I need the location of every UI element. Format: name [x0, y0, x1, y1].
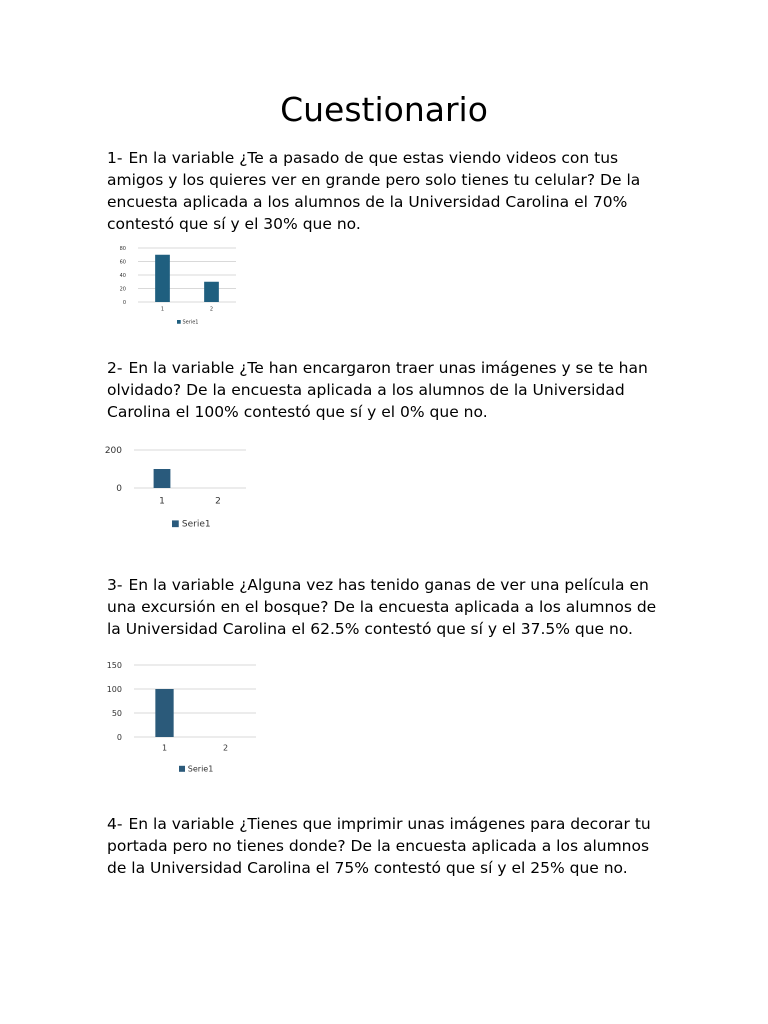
legend-swatch — [172, 520, 179, 527]
y-tick-label: 20 — [119, 286, 126, 293]
legend-label: Serie1 — [181, 519, 211, 530]
bar-chart-2 — [104, 440, 254, 540]
question-text: En la variable ¿Te han encargaron traer unas imágenes y se te han olvidado? De la encuesta aplicada a los alumnos de la Universidad Carolina el 100% contestó que sí y el 0% que no. — [107, 359, 648, 421]
x-tick-label: 1 — [159, 496, 165, 507]
bar — [154, 469, 171, 488]
question-text: En la variable ¿Tienes que imprimir unas imágenes para decorar tu portada pero no tienes donde? De la encuesta aplicada a los alumnos de la Universidad Carolina el 75% contestó que sí y el 25% que no. — [107, 815, 651, 877]
bar-chart-1 — [108, 240, 244, 330]
y-tick-label: 100 — [106, 684, 122, 694]
x-tick-label: 2 — [222, 743, 229, 753]
bar — [204, 282, 219, 302]
question-text: En la variable ¿Alguna vez has tenido ganas de ver una película en una excursión en el bosque? De la encuesta aplicada a los alumnos de la Universidad Carolina el 62.5% contestó que sí y el 37.5% que no. — [107, 576, 657, 638]
y-tick-label: 0 — [116, 732, 122, 742]
question-4 — [107, 813, 667, 879]
question-1 — [107, 147, 667, 235]
y-tick-label: 80 — [119, 245, 126, 252]
legend-label: Serie1 — [182, 319, 199, 326]
y-tick-label: 60 — [119, 259, 126, 266]
question-number: 2- — [107, 359, 123, 377]
x-tick-label: 1 — [161, 743, 168, 753]
legend-swatch — [179, 766, 185, 772]
question-number: 3- — [107, 576, 123, 594]
page-title: Cuestionario — [280, 90, 488, 129]
y-tick-label: 150 — [106, 660, 122, 670]
bar — [155, 255, 170, 302]
legend-swatch — [177, 320, 181, 324]
y-tick-label: 0 — [122, 299, 126, 306]
y-tick-label: 40 — [119, 272, 126, 279]
y-tick-label: 200 — [104, 446, 122, 457]
x-tick-label: 2 — [215, 496, 221, 507]
x-tick-label: 2 — [209, 306, 214, 313]
question-2 — [107, 357, 667, 423]
bar-chart-3 — [104, 655, 264, 780]
bar — [155, 689, 173, 737]
question-number: 4- — [107, 815, 123, 833]
question-text: En la variable ¿Te a pasado de que estas viendo videos con tus amigos y los quieres ver en grande pero solo tienes tu celular? De la encuesta aplicada a los alumnos de la Universidad Carolina el 70% contestó que sí y el 30% que no. — [107, 149, 641, 233]
legend-label: Serie1 — [187, 764, 214, 774]
question-3 — [107, 574, 667, 640]
y-tick-label: 0 — [116, 484, 122, 495]
y-tick-label: 50 — [111, 708, 122, 718]
x-tick-label: 1 — [160, 306, 165, 313]
question-number: 1- — [107, 149, 123, 167]
